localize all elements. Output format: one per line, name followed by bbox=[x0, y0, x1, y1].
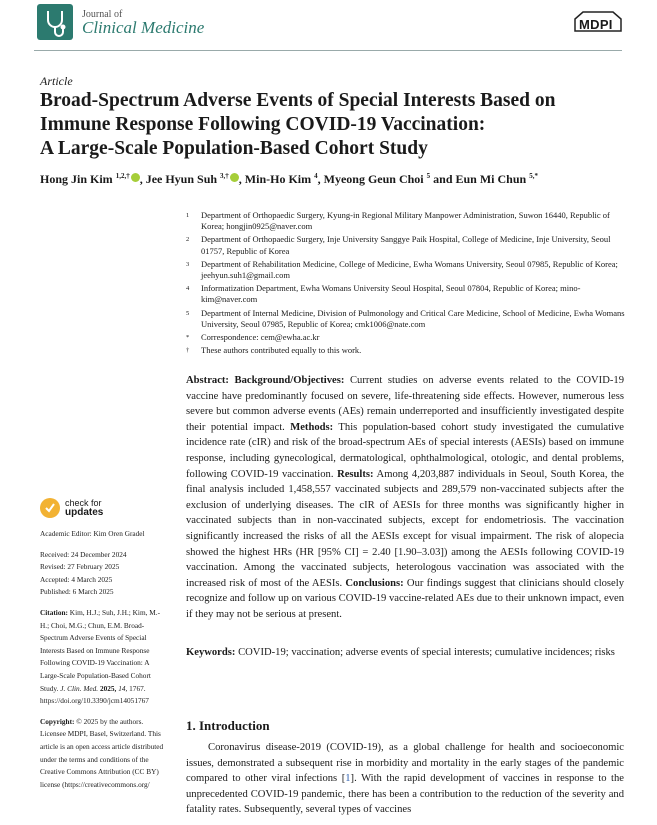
header-divider bbox=[34, 50, 622, 51]
keywords bbox=[186, 645, 624, 661]
affiliation-mark: 3 bbox=[186, 260, 190, 268]
affiliation-mark: † bbox=[186, 347, 190, 355]
copyright-text: © 2025 by the authors. Licensee MDPI, Basel, Switzerland. This article is an open access article distributed under the terms and conditions of the Creative Commons Attribution (CC BY) license (https://creativecommons.org/ bbox=[40, 716, 164, 789]
author-list bbox=[40, 172, 640, 187]
affiliation-row bbox=[186, 283, 626, 305]
orcid-icon[interactable] bbox=[131, 173, 140, 182]
affiliation-row bbox=[186, 332, 626, 343]
citation-doi[interactable]: 1767. https://doi.org/10.3390/jcm14051767 bbox=[40, 683, 149, 706]
academic-editor: Academic Editor: Kim Oren Gradel bbox=[40, 529, 145, 538]
journal-small-label: Journal of bbox=[82, 9, 123, 20]
affiliation-text: Department of Internal Medicine, Division of Pulmonology and Critical Care Medicine, School of Medicine, Ewha Womans University, Seoul 07985, Republic of Korea; cmk1006@nate.com bbox=[201, 307, 625, 329]
article-type: Article bbox=[40, 74, 73, 88]
introduction-paragraph bbox=[186, 740, 624, 818]
affiliation-text: Department of Rehabilitation Medicine, College of Medicine, Ewha Womans University, Seoul 07985, Republic of Korea; jeehyun.suh1@gmail.com bbox=[201, 258, 618, 281]
author-separator: , bbox=[238, 172, 245, 186]
author-separator: , bbox=[317, 172, 324, 186]
affiliation-text: Informatization Department, Ewha Womans University Seoul Hospital, Seoul 07804, Republic of Korea; mino-kim@naver.com bbox=[201, 283, 581, 305]
author-name[interactable]: Hong Jin Kim bbox=[40, 172, 113, 186]
copyright-label: Copyright: bbox=[40, 716, 75, 726]
update-badge-icon bbox=[40, 498, 60, 518]
citation-journal: J. Clin. Med. bbox=[60, 683, 99, 693]
intro-text: Coronavirus disease-2019 (COVID-19), as a global challenge for health and socioeconomic issues, demonstrated a subsequent rise in morbidity and mortality in the early stages of the pandemic compared to other viral infections [ bbox=[186, 742, 624, 785]
abstract-section-head: Results: bbox=[337, 468, 374, 480]
author-separator: and bbox=[430, 172, 456, 186]
author-affil-sup: 5 bbox=[426, 172, 431, 180]
abstract-label: Abstract: bbox=[186, 375, 229, 386]
affiliation-row bbox=[186, 234, 626, 256]
correspondence-text: Correspondence: cem@ewha.ac.kr bbox=[201, 332, 320, 343]
published-date: Published: 6 March 2025 bbox=[40, 587, 114, 597]
author-affil-sup: 4 bbox=[314, 172, 318, 180]
equal-contribution-note: These authors contributed equally to this work. bbox=[201, 345, 362, 356]
abstract-section-text: This population-based cohort study investigated the cumulative incidence rate (cIR) and risk of the broad-spectrum AEs of special interests (AESIs) based on immune response, including gynecological, dermatological, ophthalmological, otologic, and dental problems, following COVID-19 vaccination. bbox=[186, 421, 624, 480]
citation-label: Citation: bbox=[40, 607, 68, 617]
affiliations bbox=[186, 210, 626, 358]
author-name[interactable]: Min-Ho Kim bbox=[244, 172, 312, 186]
keywords-text: COVID-19; vaccination; adverse events of special interests; cumulative incidences; risks bbox=[235, 647, 615, 658]
citation-volume: 14, bbox=[116, 683, 128, 693]
affiliation-mark: 2 bbox=[186, 236, 190, 244]
abstract-section-head: Methods: bbox=[290, 421, 334, 433]
publisher-logo[interactable] bbox=[573, 15, 613, 33]
section-heading: 1. Introduction bbox=[186, 718, 270, 733]
stethoscope-icon bbox=[37, 4, 73, 40]
copyright bbox=[40, 716, 168, 792]
affiliation-mark: * bbox=[186, 334, 190, 342]
citation bbox=[40, 607, 168, 708]
abstract-section-text: Current studies on adverse events related to the COVID-19 vaccine have predominantly focused on severe, life-threatening side effects. However, numerous less severe but common adverse events (AEs) remain underreported and insufficiently investigated despite their potential impact. bbox=[186, 375, 624, 433]
abstract-section-head: Background/Objectives: bbox=[234, 375, 345, 386]
citation-year: 2025, bbox=[98, 683, 117, 693]
affiliation-text: Department of Orthopaedic Surgery, Inje University Sanggye Paik Hospital, College of Medicine, Inje University, Seoul 01757, Republic of Korea bbox=[201, 234, 611, 256]
updates-line1: check for bbox=[65, 498, 102, 508]
keywords-label: Keywords: bbox=[186, 647, 236, 658]
author-name[interactable]: Jee Hyun Suh bbox=[145, 172, 218, 186]
title-line: Immune Response Following COVID-19 Vaccination: bbox=[40, 114, 486, 135]
author-affil-sup: 5,* bbox=[529, 172, 538, 180]
abstract-section-text: Among 4,203,887 individuals in Seoul, South Korea, the final analysis included 1,458,557 vaccinated subjects and 289,579 non-vaccinated subjects after the exclusion of underlying diseases. The cIR of AESIs for three months was significantly higher in vaccinated subjects than in non-vaccinated subjects, except for endometriosis. The vaccination significantly increased the risks of all the AESIs except for visual impairment. The risk of alopecia showed the highest HRs (HR [95% CI] = 2.40 [1.90–3.03]) among the AESIs following COVID-19 vaccination. Among the vaccinated subjects, heterologous vaccination was associated with the increased risk of most of the AESIs. bbox=[186, 468, 624, 589]
affiliation-mark: 4 bbox=[186, 285, 190, 293]
author-name[interactable]: Myeong Geun Choi bbox=[323, 172, 424, 186]
affiliation-row bbox=[186, 210, 626, 232]
title-line: Broad-Spectrum Adverse Events of Special Interests Based on bbox=[40, 90, 556, 111]
accepted-date: Accepted: 4 March 2025 bbox=[40, 574, 113, 584]
received-date: Received: 24 December 2024 bbox=[40, 549, 127, 559]
check-for-updates-button[interactable] bbox=[40, 498, 103, 518]
publisher-name: MDPI bbox=[579, 17, 613, 32]
revised-date: Revised: 27 February 2025 bbox=[40, 562, 120, 572]
article-title bbox=[40, 89, 640, 161]
affiliation-row bbox=[186, 308, 626, 330]
affiliation-row bbox=[186, 259, 626, 281]
reference-link[interactable]: 1 bbox=[345, 773, 351, 785]
updates-line2: updates bbox=[65, 507, 104, 518]
sidebar-info bbox=[40, 528, 168, 791]
journal-logo bbox=[37, 4, 73, 40]
title-line: A Large-Scale Population-Based Cohort Study bbox=[40, 138, 428, 159]
affiliation-mark: 1 bbox=[186, 212, 190, 219]
abstract bbox=[186, 373, 624, 623]
journal-name[interactable]: Clinical Medicine bbox=[82, 18, 205, 37]
author-affil-sup: 3,† bbox=[220, 172, 229, 180]
abstract-section-text: Our findings suggest that clinicians should closely recognize and follow up on various COVID-19 vaccine-related AEs due to their unknown impact, even if they may not be serious at present. bbox=[186, 577, 624, 620]
intro-text: ]. With the rapid development of vaccines in response to the unprecedented COVID-19 pandemic, there has been a contribution to the reduction of the severity and fatality rates. Subsequently, several types of vaccines bbox=[186, 773, 625, 816]
affiliation-text: Department of Orthopaedic Surgery, Kyung-in Regional Military Manpower Administration, Suwon 16440, Republic of Korea; hongjin0925@naver.com bbox=[201, 210, 610, 232]
author-affil-sup: 1,2,† bbox=[115, 172, 130, 180]
affiliation-row bbox=[186, 345, 626, 356]
orcid-icon[interactable] bbox=[230, 173, 239, 182]
author-separator: , bbox=[139, 172, 146, 186]
author-name[interactable]: Eun Mi Chun bbox=[455, 172, 527, 186]
affiliation-mark: 5 bbox=[186, 309, 190, 317]
citation-text: Kim, H.J.; Suh, J.H.; Kim, M.-H.; Choi, M.G.; Chun, E.M. Broad-Spectrum Adverse Events of Special Interests Based on Immune Response Following COVID-19 Vaccination: A Large-Scale Population-Based Cohort Study. bbox=[40, 607, 161, 693]
abstract-section-head: Conclusions: bbox=[345, 577, 404, 589]
